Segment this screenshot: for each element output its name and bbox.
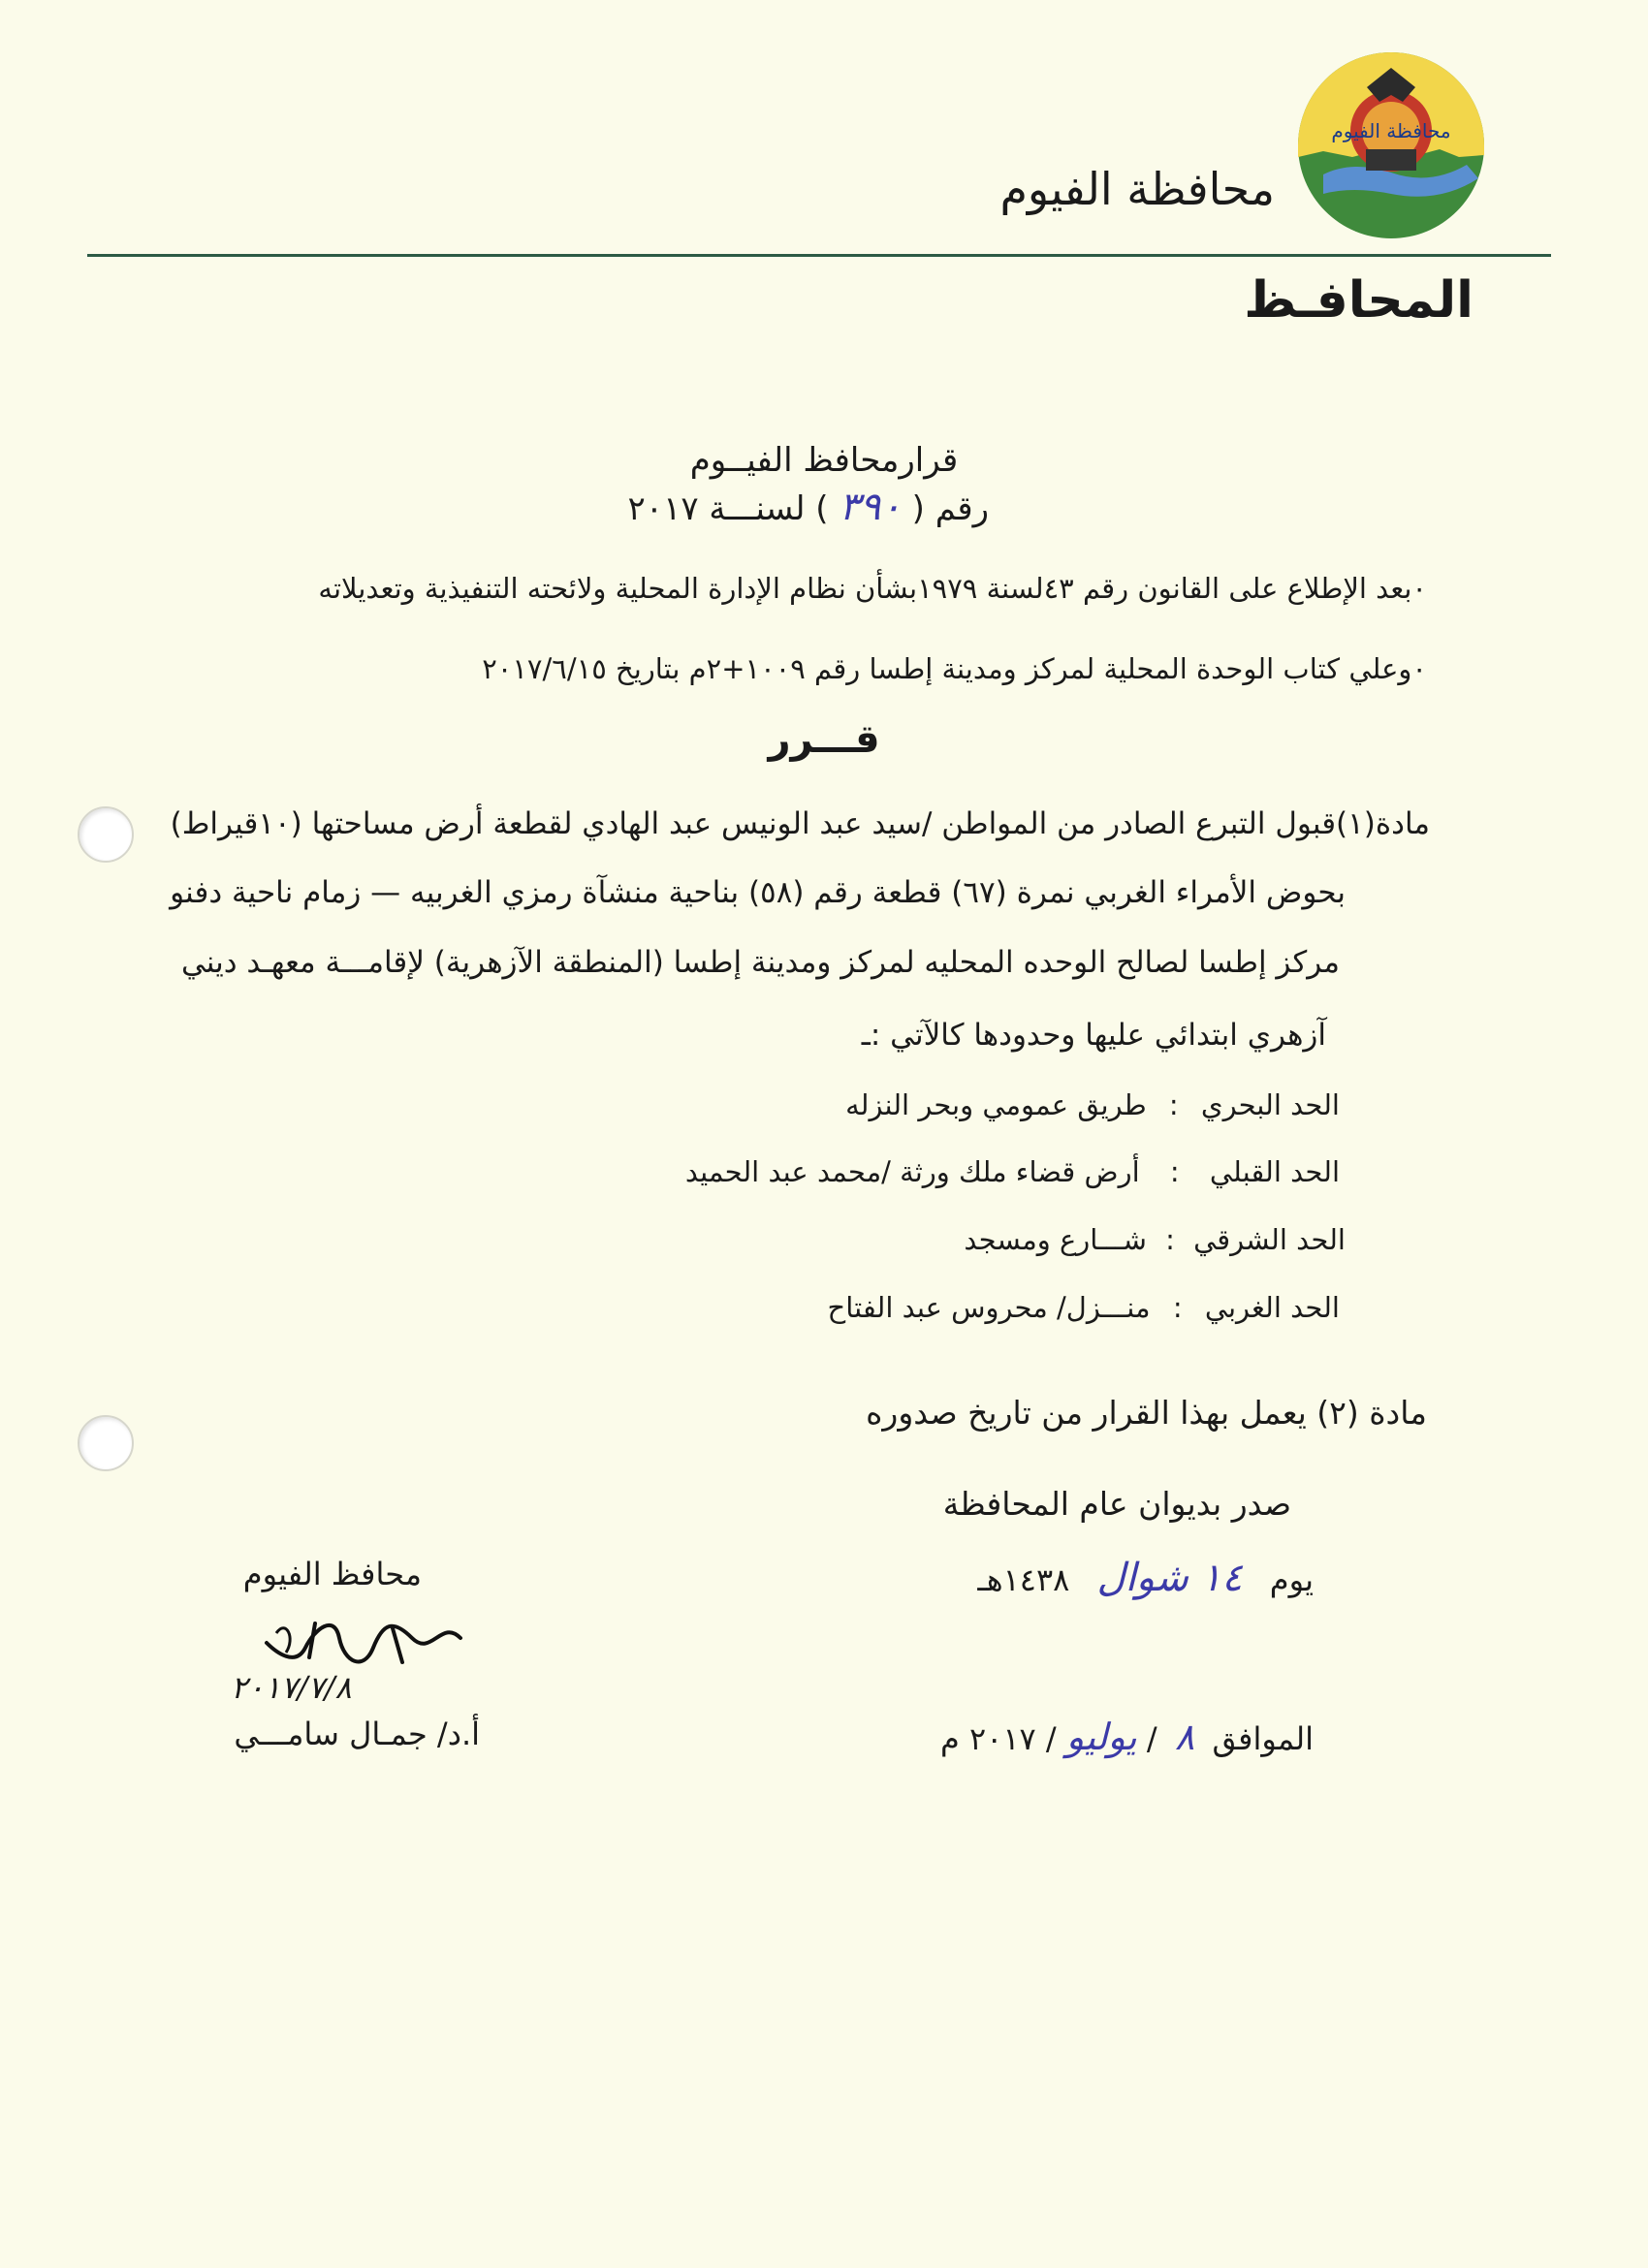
gregorian-month-handwritten: يوليو — [1065, 1716, 1137, 1758]
boundary-west-value: منـــزل/ محروس عبد الفتاح — [827, 1291, 1151, 1324]
hijri-year: ١٤٣٨هـ — [977, 1561, 1070, 1598]
signatory-name: أ.د/ جمـال سامـــي — [234, 1716, 480, 1752]
boundary-east-value: شـــارع ومسجد — [964, 1223, 1147, 1256]
fayoum-emblem-icon — [1294, 48, 1488, 242]
boundary-north — [845, 1088, 1340, 1121]
punch-hole-bottom — [78, 1415, 134, 1471]
boundary-west-label: الحد الغربي — [1204, 1291, 1340, 1324]
boundary-west-sep: : — [1172, 1291, 1183, 1324]
boundary-north-label: الحد البحري — [1200, 1088, 1340, 1121]
decision-number-handwritten: ٣٩٠ — [839, 485, 902, 529]
decision-number-prefix: رقم ( — [911, 489, 989, 528]
boundary-west — [828, 1291, 1340, 1324]
boundary-south-label: الحد القبلي — [1209, 1155, 1340, 1188]
article-1-line-2: بحوض الأمراء الغربي نمرة (٦٧) قطعة رقم (٥٨) بناحية منشآة رمزي الغربيه — زمام ناحية دفنو — [170, 875, 1346, 910]
article-2: مادة (٢) يعمل بهذا القرار من تاريخ صدوره — [866, 1394, 1427, 1432]
header-divider — [87, 254, 1551, 257]
signature-date: ٢٠١٧/٧/٨ — [231, 1669, 352, 1706]
hijri-date-line — [977, 1556, 1314, 1600]
boundary-east — [964, 1223, 1346, 1256]
boundary-east-sep: : — [1165, 1223, 1175, 1256]
boundary-north-sep: : — [1168, 1088, 1179, 1121]
article-1-line-4: آزهري ابتدائي عليها وحدودها كالآتي :ـ — [861, 1018, 1326, 1053]
preamble-line-2: ٠وعلي كتاب الوحدة المحلية لمركز ومدينة إطسا رقم ١٠٠٩+٢م بتاريخ ٢٠١٧/٦/١٥ — [482, 652, 1427, 685]
svg-text:محافظة الفيوم: محافظة الفيوم — [1331, 119, 1451, 142]
gregorian-prefix: الموافق — [1212, 1720, 1314, 1757]
hijri-date-handwritten: ١٤ شوال — [1096, 1556, 1243, 1600]
issued-line: صدر بديوان عام المحافظة — [942, 1485, 1291, 1523]
article-1-line-1: مادة(١)قبول التبرع الصادر من المواطن /سيد عبد الونيس عبد الهادي لقطعة أرض مساحتها (١٠قيراط) — [170, 806, 1430, 841]
gregorian-year: / ٢٠١٧ م — [939, 1720, 1057, 1757]
hijri-day-prefix: يوم — [1269, 1561, 1314, 1598]
boundary-south — [685, 1155, 1340, 1188]
gregorian-date-line: الموافق ٨ / يوليو / ٢٠١٧ م — [939, 1716, 1314, 1758]
decision-title: قرارمحافظ الفيــوم — [689, 441, 959, 480]
article-1-line-3: مركز إطسا لصالح الوحده المحليه لمركز ومدينة إطسا (المنطقة الآزهرية) لإقامـــة معهـد ديني — [180, 945, 1340, 980]
decision-number-line — [628, 485, 989, 529]
boundary-east-label: الحد الشرقي — [1193, 1223, 1346, 1256]
preamble-line-1: ٠بعد الإطلاع على القانون رقم ٤٣لسنة ١٩٧٩بشأن نظام الإدارة المحلية ولائحته التنفيذية وتعديلاته — [318, 572, 1427, 605]
boundary-south-value: أرض قضاء ملك ورثة /محمد عبد الحميد — [684, 1155, 1140, 1188]
gregorian-day-handwritten: ٨ — [1174, 1716, 1195, 1758]
boundary-north-value: طريق عمومي وبحر النزله — [845, 1088, 1147, 1121]
punch-hole-top — [78, 806, 134, 863]
handwritten-signature — [247, 1609, 480, 1677]
governorate-name: محافظة الفيوم — [999, 163, 1275, 215]
office-title: المحافـظ — [1244, 271, 1474, 330]
decision-number-suffix: ) لسنـــة ٢٠١٧ — [627, 489, 829, 528]
boundary-south-sep: : — [1169, 1155, 1180, 1188]
decision-heading: قـــرر — [768, 717, 880, 762]
signatory-title: محافظ الفيوم — [242, 1556, 422, 1592]
